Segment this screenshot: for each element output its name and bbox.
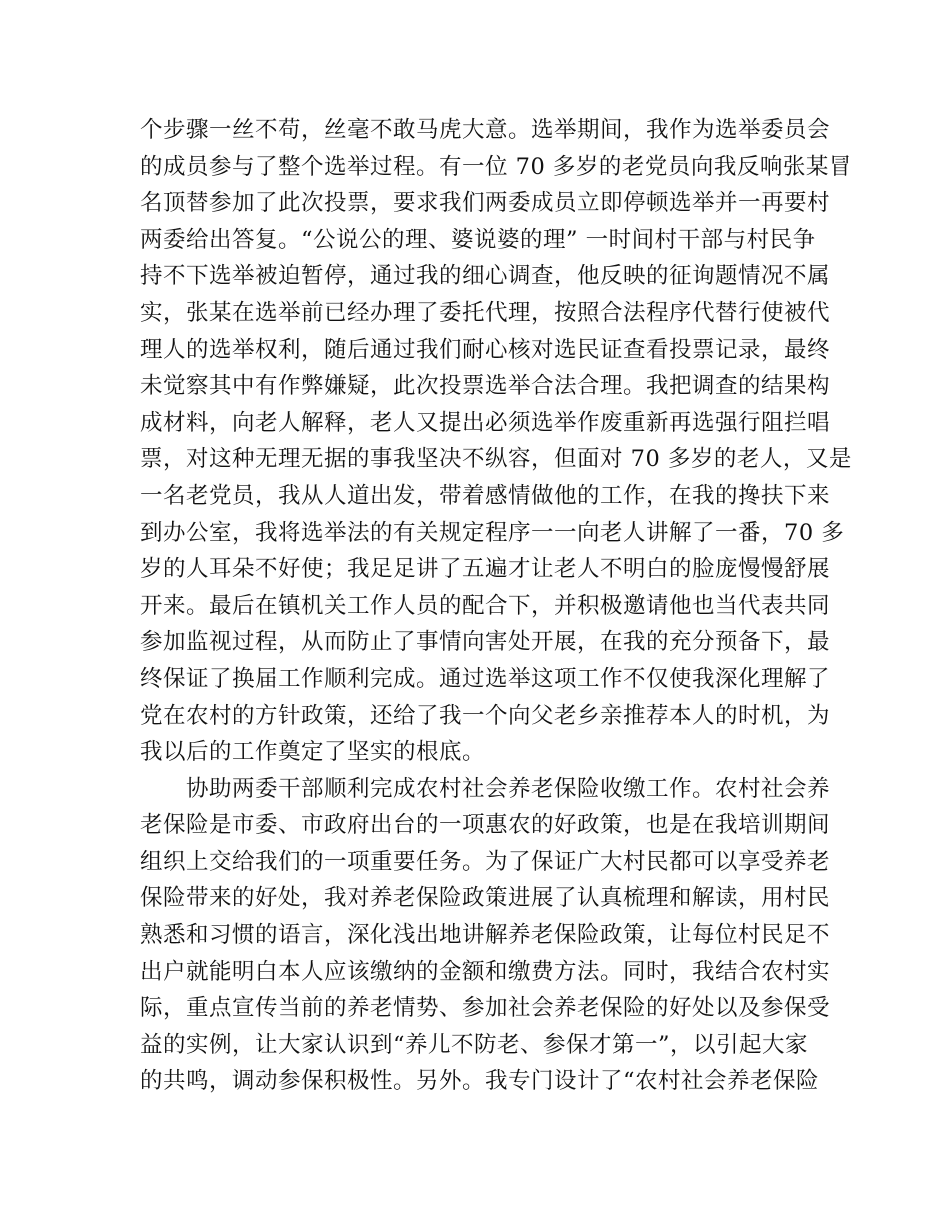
text-line: 参加监视过程，从而防止了事情向害处开展，在我的充分预备下，最 — [140, 629, 831, 656]
text-line: 际，重点宣传当前的养老情势、参加社会养老保险的好处以及参保受 — [140, 995, 831, 1022]
text-line: 未觉察其中有作弊嫌疑，此次投票选举合法合理。我把调查的结果构 — [140, 373, 831, 400]
text-line: 组织上交给我们的一项重要任务。为了保证广大村民都可以享受养老 — [140, 848, 831, 875]
text-line: 我以后的工作奠定了坚实的根底。 — [140, 739, 486, 766]
paragraph-start-line: 协助两委干部顺利完成农村社会养老保险收缴工作。农村社会养 — [186, 775, 831, 802]
text-line: 出户就能明白本人应该缴纳的金额和缴费方法。同时，我结合农村实 — [140, 958, 831, 985]
text-line: 持不下选举被迫暂停，通过我的细心调查，他反映的征询题情况不属 — [140, 263, 831, 290]
text-line: 票，对这种无理无据的事我坚决不纵容，但面对 70 多岁的老人，又是 — [140, 446, 852, 473]
text-line: 的共鸣，调动参保积极性。另外。我专门设计了“农村社会养老保险 — [140, 1068, 820, 1095]
text-line: 理人的选举权利，随后通过我们耐心核对选民证查看投票记录，最终 — [140, 336, 831, 363]
text-line: 实，张某在选举前已经办理了委托代理，按照合法程序代替行使被代 — [140, 299, 831, 326]
text-line: 保险带来的好处，我对养老保险政策进展了认真梳理和解读，用村民 — [140, 885, 831, 912]
text-line: 成材料，向老人解释，老人又提出必须选举作废重新再选强行阻拦唱 — [140, 409, 831, 436]
text-line: 的成员参与了整个选举过程。有一位 70 多岁的老党员向我反响张某冒 — [140, 153, 852, 180]
text-line: 名顶替参加了此次投票，要求我们两委成员立即停顿选举并一再要村 — [140, 190, 831, 217]
text-line: 个步骤一丝不苟，丝毫不敢马虎大意。选举期间，我作为选举委员会 — [140, 117, 831, 143]
text-line: 两委给出答复。“公说公的理、婆说婆的理” 一时间村干部与村民争 — [140, 226, 816, 253]
text-line: 益的实例，让大家认识到“养儿不防老、参保才第一”，以引起大家 — [140, 1031, 809, 1058]
text-line: 一名老党员，我从人道出发，带着感情做他的工作，在我的搀扶下来 — [140, 482, 831, 509]
text-line: 到办公室，我将选举法的有关规定程序一一向老人讲解了一番，70 多 — [140, 519, 845, 546]
text-line: 熟悉和习惯的语言，深化浅出地讲解养老保险政策，让每位村民足不 — [140, 922, 831, 949]
body-text — [140, 112, 852, 1100]
text-line: 开来。最后在镇机关工作人员的配合下，并积极邀请他也当代表共同 — [140, 592, 831, 619]
text-line: 党在农村的方针政策，还给了我一个向父老乡亲推荐本人的时机，为 — [140, 702, 831, 729]
text-line: 老保险是市委、市政府出台的一项惠农的好政策，也是在我培训期间 — [140, 812, 831, 839]
text-line: 岁的人耳朵不好使；我足足讲了五遍才让老人不明白的脸庞慢慢舒展 — [140, 556, 831, 583]
text-line: 终保证了换届工作顺利完成。通过选举这项工作不仅使我深化理解了 — [140, 665, 831, 692]
